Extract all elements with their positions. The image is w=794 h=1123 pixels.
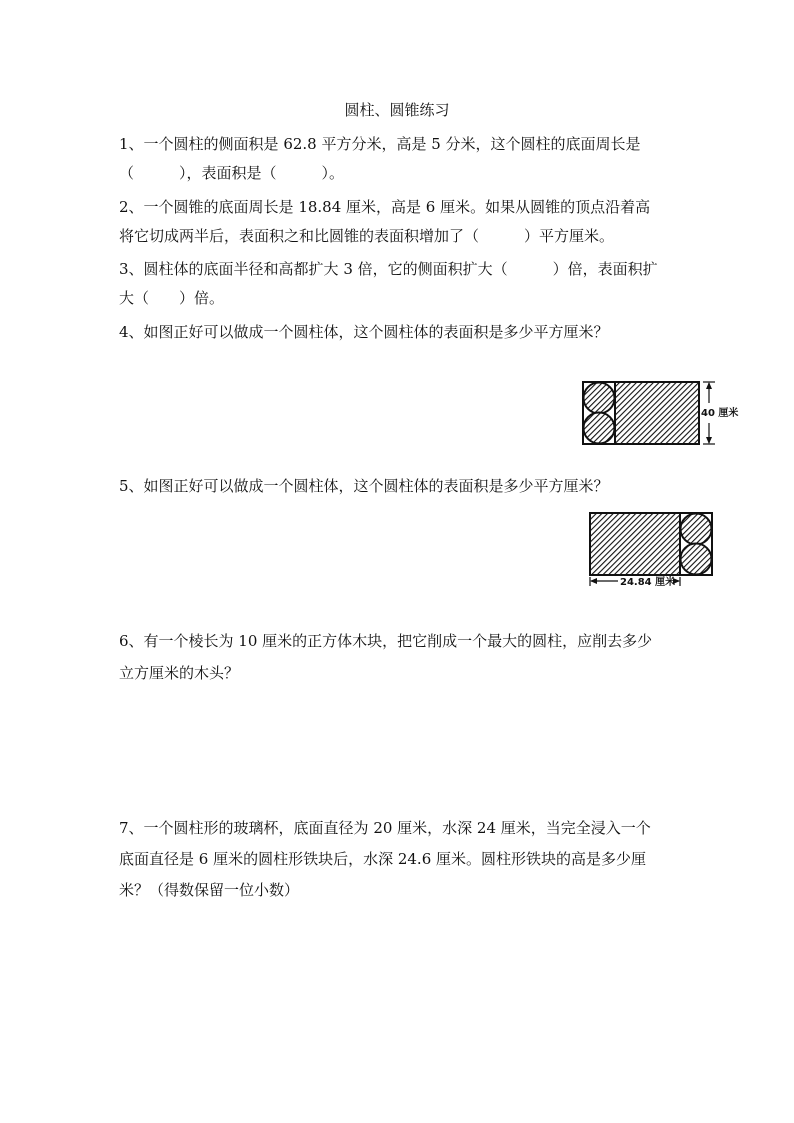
question-5-dimension-label: 24.84 厘米 bbox=[620, 577, 676, 588]
question-4-figure bbox=[578, 378, 744, 448]
question-7-line-1: 7、一个圆柱形的玻璃杯，底面直径为 20 厘米，水深 24 厘米，当完全浸入一个 bbox=[119, 819, 651, 837]
question-3-line-1: 3、圆柱体的底面半径和高都扩大 3 倍，它的侧面积扩大（ ）倍，表面积扩 bbox=[119, 260, 658, 278]
question-6-line-2: 立方厘米的木头？ bbox=[119, 664, 240, 682]
question-7-line-3: 米？（得数保留一位小数） bbox=[119, 881, 300, 899]
question-5-line-1: 5、如图正好可以做成一个圆柱体，这个圆柱体的表面积是多少平方厘米？ bbox=[119, 477, 609, 495]
question-1-line-1: 1、一个圆柱的侧面积是 62.8 平方分米，高是 5 分米，这个圆柱的底面周长是 bbox=[119, 135, 641, 153]
question-4-dimension-label: 40 厘米 bbox=[701, 408, 739, 419]
question-4-line-1: 4、如图正好可以做成一个圆柱体，这个圆柱体的表面积是多少平方厘米？ bbox=[119, 323, 609, 341]
question-2-line-2: 将它切成两半后，表面积之和比圆锥的表面积增加了（ ）平方厘米。 bbox=[119, 227, 615, 245]
question-6-line-1: 6、有一个棱长为 10 厘米的正方体木块，把它削成一个最大的圆柱，应削去多少 bbox=[119, 632, 653, 650]
question-1-line-2: （ ），表面积是（ ）。 bbox=[119, 164, 345, 182]
question-3-line-2: 大（ ）倍。 bbox=[119, 289, 225, 307]
question-2-line-1: 2、一个圆锥的底面周长是 18.84 厘米，高是 6 厘米。如果从圆锥的顶点沿着高 bbox=[119, 198, 651, 216]
question-5-figure bbox=[584, 508, 720, 590]
page-title: 圆柱、圆锥练习 bbox=[344, 101, 450, 119]
question-7-line-2: 底面直径是 6 厘米的圆柱形铁块后，水深 24.6 厘米。圆柱形铁块的高是多少厘 bbox=[119, 850, 647, 868]
